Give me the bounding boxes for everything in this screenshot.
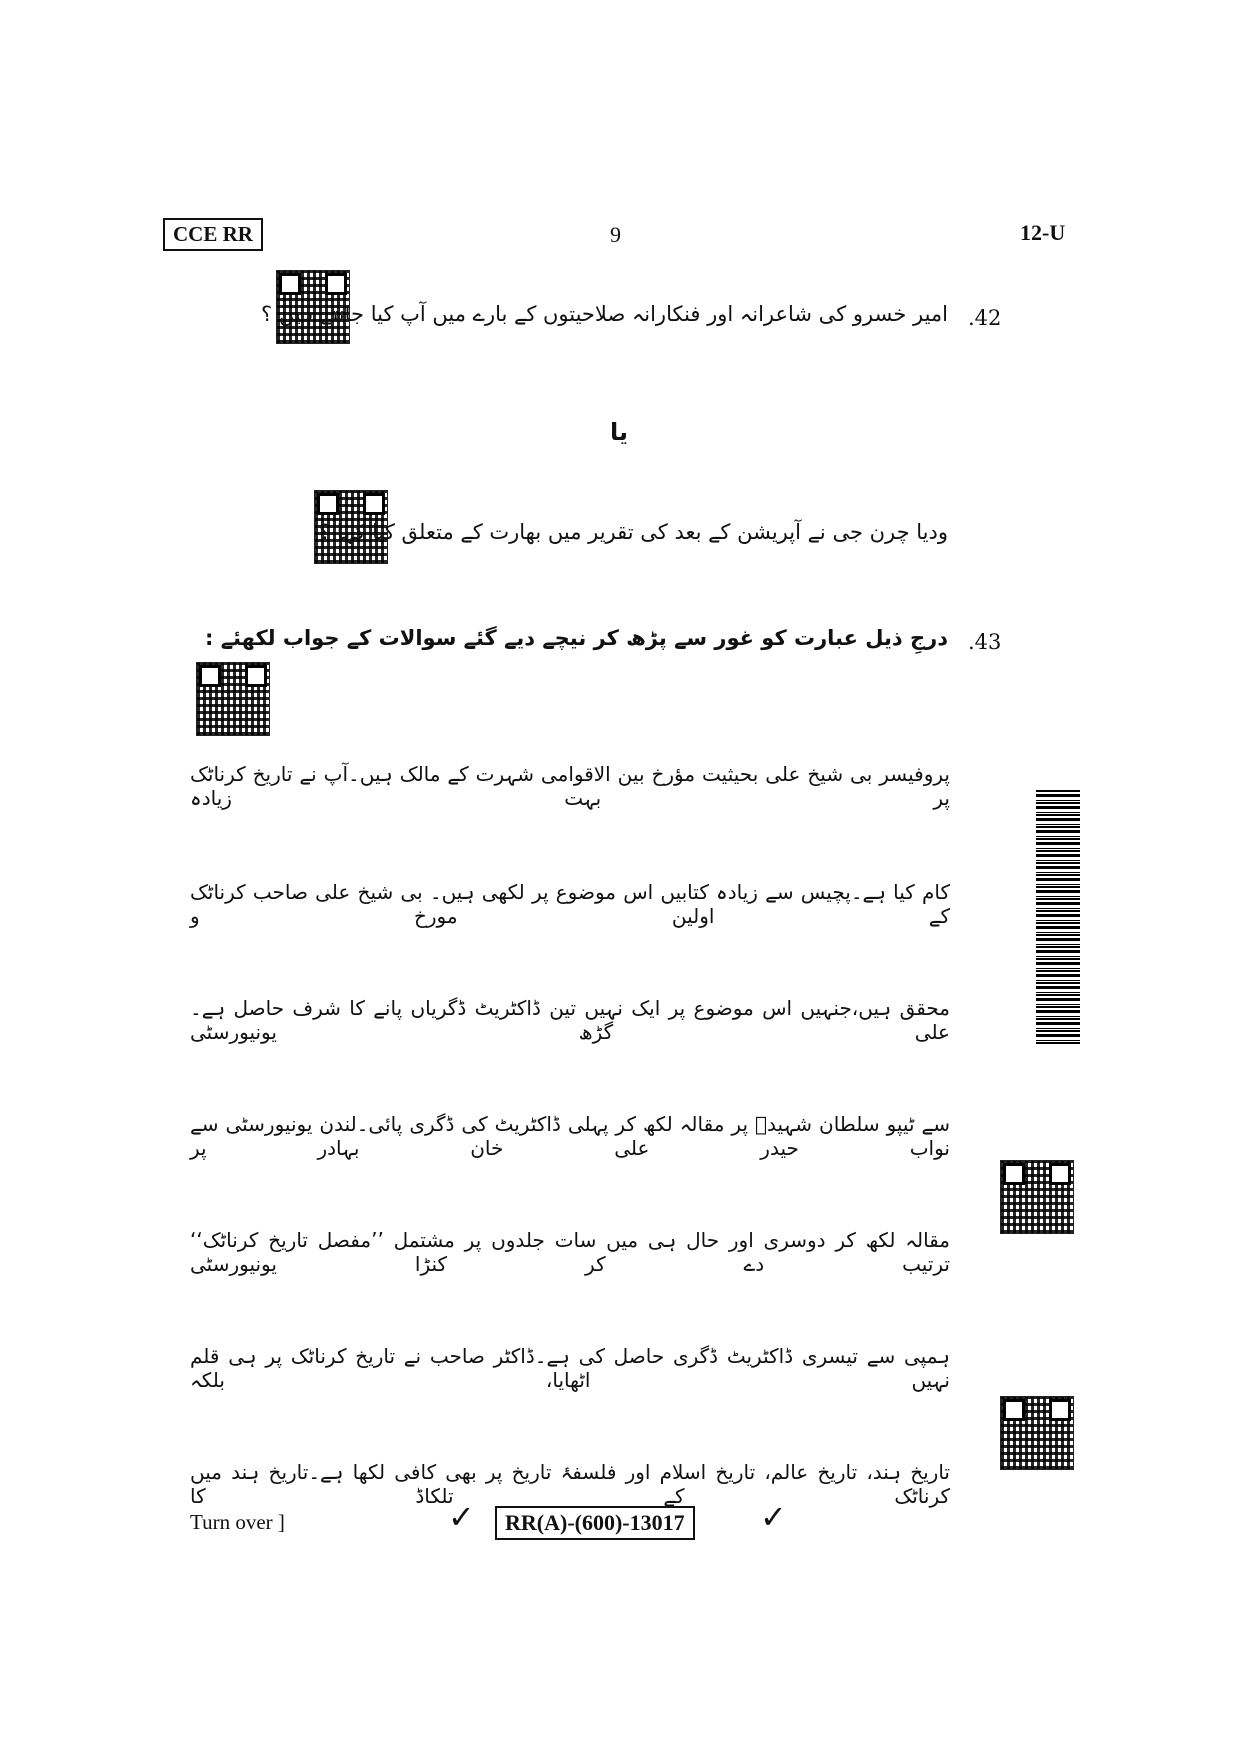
footer-paper-code: RR(A)-(600)-13017 bbox=[495, 1506, 695, 1540]
question-number-43: .43 bbox=[968, 630, 1002, 654]
passage-line: مقالہ لکھ کر دوسری اور حال ہی میں سات جلدوں پر مشتمل ’’مفصل تاریخ کرناٹک‘‘ ترتیب دے کر کنڑا یونیورسٹی bbox=[190, 1228, 950, 1276]
paper-code-box: CCE RR bbox=[163, 218, 263, 251]
check-mark-icon: ✓ bbox=[448, 1498, 475, 1536]
passage-line: محقق ہیں،جنہیں اس موضوع پر ایک نہیں تین ڈاکٹریٹ ڈگریاں پانے کا شرف حاصل ہے۔علی گڑھ یونیورسٹی bbox=[190, 996, 950, 1044]
check-mark-icon: ✓ bbox=[760, 1498, 787, 1536]
qr-code-icon bbox=[196, 662, 270, 736]
subject-code: 12-U bbox=[1020, 220, 1066, 245]
question-43-instruction: درجِ ذیل عبارت کو غور سے پڑھ کر نیچے دیے گئے سوالات کے جواب لکھئے : bbox=[205, 626, 948, 650]
question-42-alternative-text: ودیا چرن جی نے آپریشن کے بعد کی تقریر میں بھارت کے متعلق کیا کہا ؟ bbox=[318, 520, 948, 544]
page-number: 9 bbox=[610, 222, 621, 247]
turn-over-label: Turn over ] bbox=[190, 1510, 285, 1534]
qr-code-icon bbox=[1000, 1396, 1074, 1470]
qr-code-icon bbox=[1000, 1160, 1074, 1234]
barcode-icon bbox=[1036, 790, 1080, 1044]
passage-line: پروفیسر بی شیخ علی بحیثیت مؤرخ بین الاقوامی شہرت کے مالک ہیں۔آپ نے تاریخ کرناٹک پر بہت زیادہ bbox=[190, 762, 950, 810]
or-label: یا bbox=[610, 418, 629, 446]
question-number-42: .42 bbox=[968, 306, 1002, 330]
passage-line: کام کیا ہے۔پچیس سے زیادہ کتابیں اس موضوع پر لکھی ہیں۔ بی شیخ علی صاحب کرناٹک کے اولین مورخ و bbox=[190, 880, 950, 928]
passage-line: ہمپی سے تیسری ڈاکٹریٹ ڈگری حاصل کی ہے۔ڈاکٹر صاحب نے تاریخ کرناٹک پر ہی قلم نہیں اٹھایا، بلکہ bbox=[190, 1344, 950, 1392]
question-42-text: امیر خسرو کی شاعرانہ اور فنکارانہ صلاحیتوں کے بارے میں آپ کیا جانتے ہیں ؟ bbox=[261, 302, 948, 326]
passage-line: سے ٹیپو سلطان شہیدؒ پر مقالہ لکھ کر پہلی ڈاکٹریٹ کی ڈگری پائی۔لندن یونیورسٹی سے نواب حیدر علی خان بہادر پر bbox=[190, 1112, 950, 1160]
passage-line: تاریخ ہند، تاریخ عالم، تاریخ اسلام اور فلسفۂ تاریخ پر بھی کافی لکھا ہے۔تاریخ ہند میں کرناٹک کے تلکاڈ کا bbox=[190, 1460, 950, 1508]
